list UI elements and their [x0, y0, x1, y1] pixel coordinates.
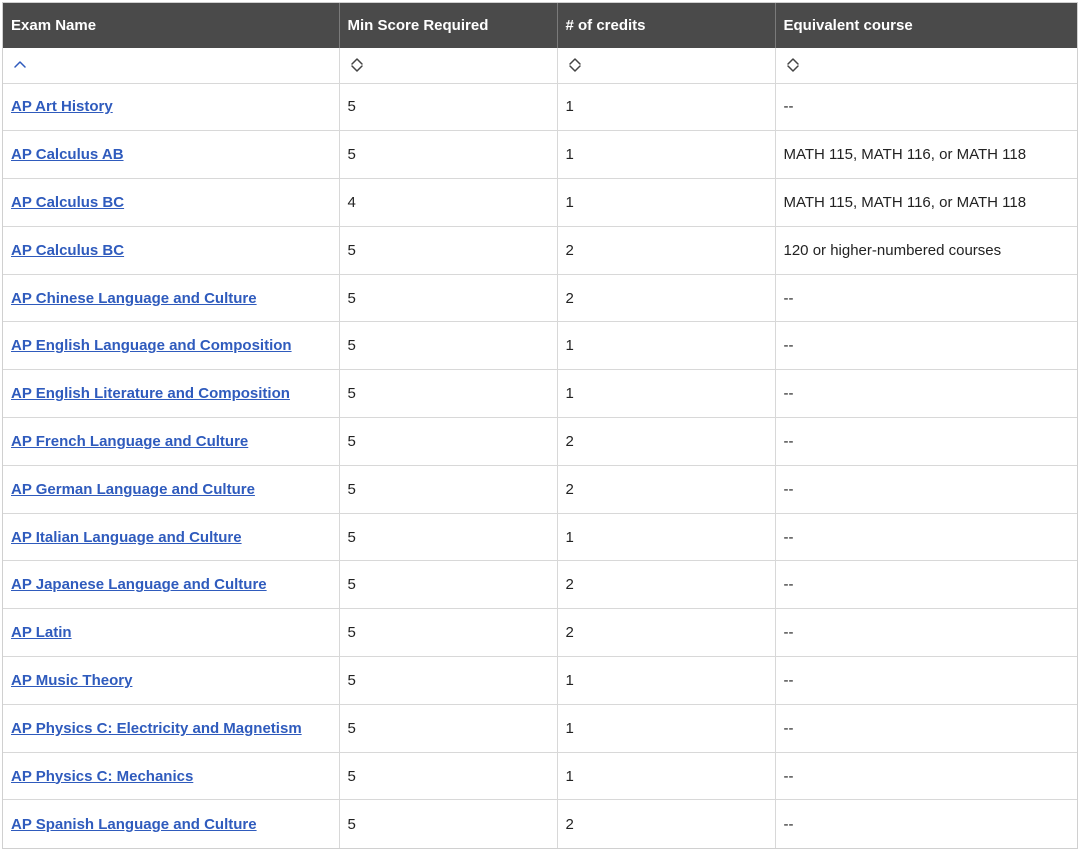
exam-link[interactable]: AP Music Theory [11, 671, 133, 689]
equivalent-course-cell: -- [775, 657, 1077, 705]
exam-name-cell [3, 657, 339, 705]
exam-name-cell [3, 465, 339, 513]
exam-name-cell [3, 800, 339, 848]
column-header-equivalent-course[interactable]: Equivalent course [775, 3, 1077, 48]
min-score-cell: 5 [339, 131, 557, 179]
column-header-credits[interactable]: # of credits [557, 3, 775, 48]
sort-cell-exam-name [3, 48, 339, 83]
credits-cell: 1 [557, 131, 775, 179]
exam-name-cell [3, 131, 339, 179]
table-row [3, 131, 1077, 179]
table-row [3, 179, 1077, 227]
table-header-row [3, 3, 1077, 48]
sort-cell-min-score [339, 48, 557, 83]
exam-name-cell [3, 179, 339, 227]
exam-link[interactable]: AP French Language and Culture [11, 432, 249, 450]
equivalent-course-cell: -- [775, 370, 1077, 418]
credits-cell: 1 [557, 657, 775, 705]
credits-cell: 2 [557, 226, 775, 274]
ap-credit-table [3, 3, 1077, 848]
credits-cell: 2 [557, 800, 775, 848]
sort-diamond-icon[interactable] [348, 56, 366, 74]
credits-cell: 1 [557, 704, 775, 752]
min-score-cell: 5 [339, 274, 557, 322]
min-score-cell: 5 [339, 800, 557, 848]
equivalent-course-cell: -- [775, 609, 1077, 657]
min-score-cell: 5 [339, 83, 557, 131]
sort-diamond-icon[interactable] [566, 56, 584, 74]
min-score-cell: 5 [339, 322, 557, 370]
credits-cell: 2 [557, 609, 775, 657]
exam-link[interactable]: AP Calculus AB [11, 146, 124, 164]
equivalent-course-cell: -- [775, 274, 1077, 322]
table-row [3, 752, 1077, 800]
sort-cell-credits [557, 48, 775, 83]
exam-name-cell [3, 418, 339, 466]
min-score-cell: 4 [339, 179, 557, 227]
min-score-cell: 5 [339, 513, 557, 561]
exam-link[interactable]: AP English Language and Composition [11, 337, 292, 355]
exam-name-cell [3, 370, 339, 418]
credits-cell: 1 [557, 752, 775, 800]
exam-link[interactable]: AP Japanese Language and Culture [11, 576, 267, 594]
min-score-cell: 5 [339, 465, 557, 513]
credits-cell: 1 [557, 83, 775, 131]
exam-name-cell [3, 513, 339, 561]
equivalent-course-cell: 120 or higher-numbered courses [775, 226, 1077, 274]
table-row [3, 657, 1077, 705]
equivalent-course-cell: -- [775, 83, 1077, 131]
ap-credit-table-container [2, 2, 1078, 849]
equivalent-course-cell: MATH 115, MATH 116, or MATH 118 [775, 131, 1077, 179]
column-header-min-score[interactable]: Min Score Required [339, 3, 557, 48]
table-row [3, 418, 1077, 466]
min-score-cell: 5 [339, 226, 557, 274]
table-row [3, 609, 1077, 657]
table-row [3, 226, 1077, 274]
table-row [3, 322, 1077, 370]
min-score-cell: 5 [339, 561, 557, 609]
min-score-cell: 5 [339, 609, 557, 657]
exam-link[interactable]: AP Chinese Language and Culture [11, 289, 257, 307]
credits-cell: 2 [557, 465, 775, 513]
table-row [3, 561, 1077, 609]
equivalent-course-cell: -- [775, 513, 1077, 561]
table-row [3, 513, 1077, 561]
table-row [3, 370, 1077, 418]
exam-name-cell [3, 226, 339, 274]
exam-link[interactable]: AP Calculus BC [11, 193, 125, 211]
exam-link[interactable]: AP Calculus BC [11, 241, 125, 259]
exam-name-cell [3, 83, 339, 131]
min-score-cell: 5 [339, 370, 557, 418]
equivalent-course-cell: -- [775, 418, 1077, 466]
min-score-cell: 5 [339, 418, 557, 466]
exam-link[interactable]: AP Italian Language and Culture [11, 528, 242, 546]
credits-cell: 2 [557, 274, 775, 322]
table-row [3, 83, 1077, 131]
equivalent-course-cell: -- [783, 815, 794, 833]
exam-link[interactable]: AP Spanish Language and Culture [11, 815, 257, 833]
equivalent-course-cell: -- [775, 322, 1077, 370]
credits-cell: 1 [557, 322, 775, 370]
table-row [3, 465, 1077, 513]
table-row [3, 800, 1077, 848]
exam-name-cell [3, 322, 339, 370]
exam-name-cell [3, 752, 339, 800]
sort-controls-row [3, 48, 1077, 83]
sort-cell-equivalent-course [775, 48, 1077, 83]
credits-cell: 1 [557, 370, 775, 418]
credits-cell: 1 [557, 179, 775, 227]
exam-name-cell [3, 704, 339, 752]
exam-link[interactable]: AP English Literature and Composition [11, 385, 290, 403]
equivalent-course-cell: -- [775, 752, 1077, 800]
exam-name-cell [3, 561, 339, 609]
exam-name-cell [3, 609, 339, 657]
credits-cell: 2 [557, 418, 775, 466]
exam-link[interactable]: AP Physics C: Mechanics [11, 767, 194, 785]
equivalent-course-cell: -- [775, 704, 1077, 752]
table-row [3, 274, 1077, 322]
min-score-cell: 5 [339, 704, 557, 752]
credits-cell: 1 [557, 513, 775, 561]
exam-link[interactable]: AP Physics C: Electricity and Magnetism [11, 719, 302, 737]
min-score-cell: 5 [339, 657, 557, 705]
sort-diamond-icon[interactable] [784, 56, 802, 74]
chevron-up-icon[interactable] [11, 56, 29, 74]
table-row [3, 704, 1077, 752]
equivalent-course-cell: -- [775, 465, 1077, 513]
equivalent-course-cell: MATH 115, MATH 116, or MATH 118 [775, 179, 1077, 227]
exam-link[interactable]: AP Latin [11, 624, 72, 642]
column-header-exam-name[interactable]: Exam Name [3, 3, 339, 48]
exam-link[interactable]: AP German Language and Culture [11, 480, 255, 498]
credits-cell: 2 [557, 561, 775, 609]
equivalent-course-cell: -- [775, 561, 1077, 609]
min-score-cell: 5 [339, 752, 557, 800]
exam-name-cell [3, 274, 339, 322]
exam-link[interactable]: AP Art History [11, 98, 113, 116]
